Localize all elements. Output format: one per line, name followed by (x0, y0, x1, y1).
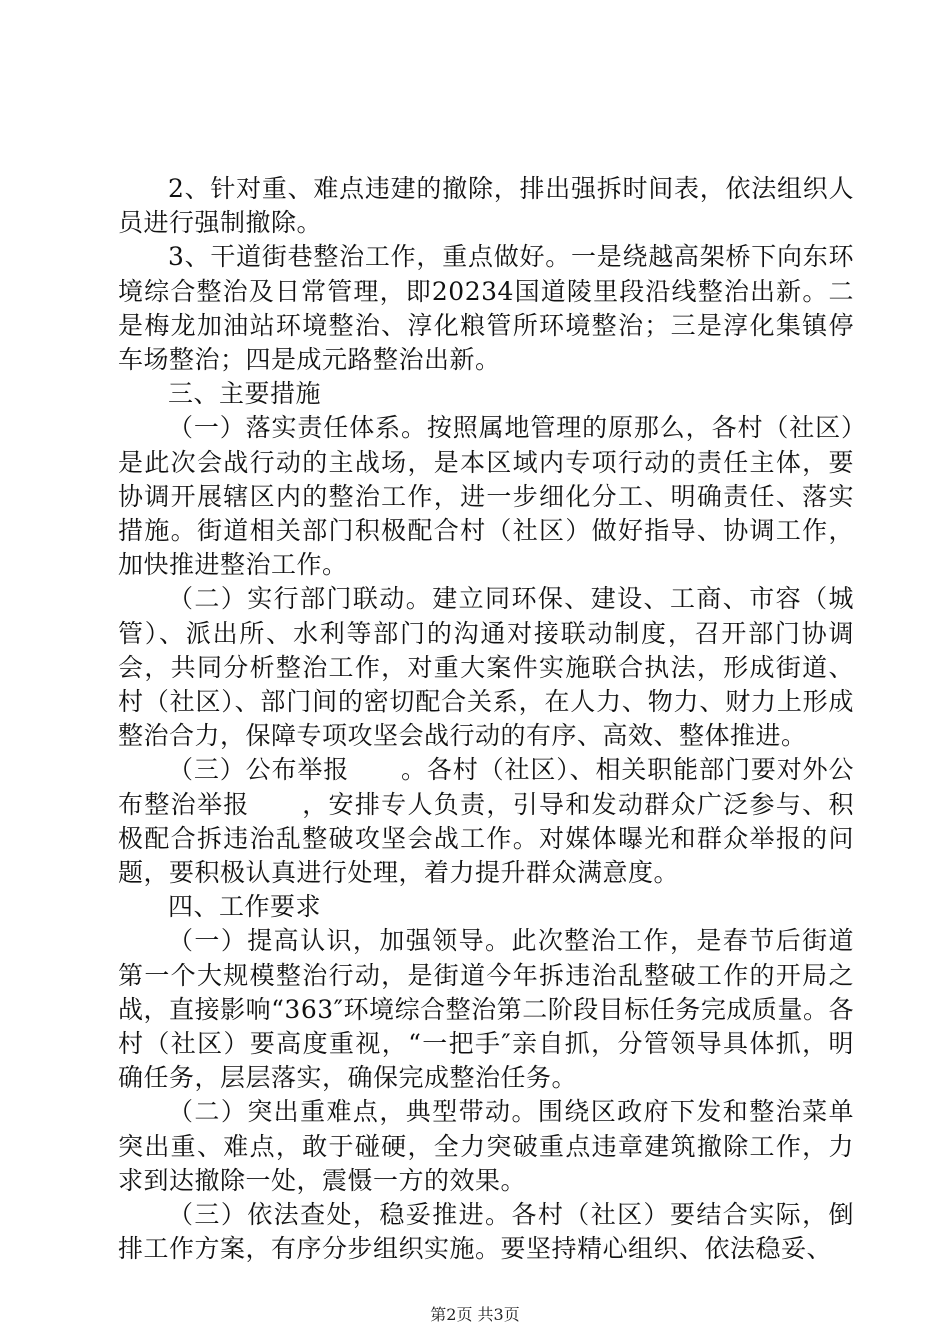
paragraph-street-rectification: 3、干道街巷整治工作，重点做好。一是绕越高架桥下向东环境综合整治及日常管理，即20234国道陵里段沿线整治出新。二是梅龙加油站环境整治、淳化粮管所环境整治；三是淳化集镇停车场整治；四是成元路整治出新。 (118, 242, 854, 375)
paragraph-key-difficulties: （二）突出重难点，典型带动。围绕区政府下发和整治菜单突出重、难点，敢于碰硬，全力突破重点违章建筑撤除工作，力求到达撤除一处，震慑一方的效果。 (118, 1097, 854, 1195)
paragraph-demolition-schedule: 2、针对重、难点违建的撤除，排出强拆时间表，依法组织人员进行强制撤除。 (118, 174, 854, 238)
paragraph-public-reporting: （三）公布举报 。各村（社区）、相关职能部门要对外公布整治举报 ，安排专人负责，引导和发动群众广泛参与、积极配合拆违治乱整破攻坚会战工作。对媒体曝光和群众举报的问题，要积极认真进行处理，着力提升群众满意度。 (118, 755, 854, 888)
section-heading-work-requirements: 四、工作要求 (168, 892, 322, 922)
section-heading-main-measures: 三、主要措施 (168, 379, 322, 409)
document-body (118, 172, 854, 1267)
page-number-footer: 第2页 共3页 (430, 1305, 520, 1324)
paragraph-lawful-handling: （三）依法查处，稳妥推进。各村（社区）要结合实际，倒排工作方案，有序分步组织实施。要坚持精心组织、依法稳妥、 (118, 1200, 854, 1264)
paragraph-leadership: （一）提高认识，加强领导。此次整治工作，是春节后街道第一个大规模整治行动，是街道今年拆违治乱整破工作的开局之战，直接影响“363″环境综合整治第二阶段目标任务完成质量。各村（社区）要高度重视，“一把手″亲自抓，分管领导具体抓，明确任务，层层落实，确保完成整治任务。 (118, 926, 854, 1093)
paragraph-responsibility-system: （一）落实责任体系。按照属地管理的原那么，各村（社区）是此次会战行动的主战场，是本区域内专项行动的责任主体，要协调开展辖区内的整治工作，进一步细化分工、明确责任、落实措施。街道相关部门积极配合村（社区）做好指导、协调工作，加快推进整治工作。 (118, 413, 854, 580)
paragraph-department-linkage: （二）实行部门联动。建立同环保、建设、工商、市容（城管）、派出所、水利等部门的沟通对接联动制度，召开部门协调会，共同分析整治工作，对重大案件实施联合执法，形成街道、村（社区）、部门间的密切配合关系，在人力、物力、财力上形成整治合力，保障专项攻坚会战行动的有序、高效、整体推进。 (118, 584, 854, 751)
